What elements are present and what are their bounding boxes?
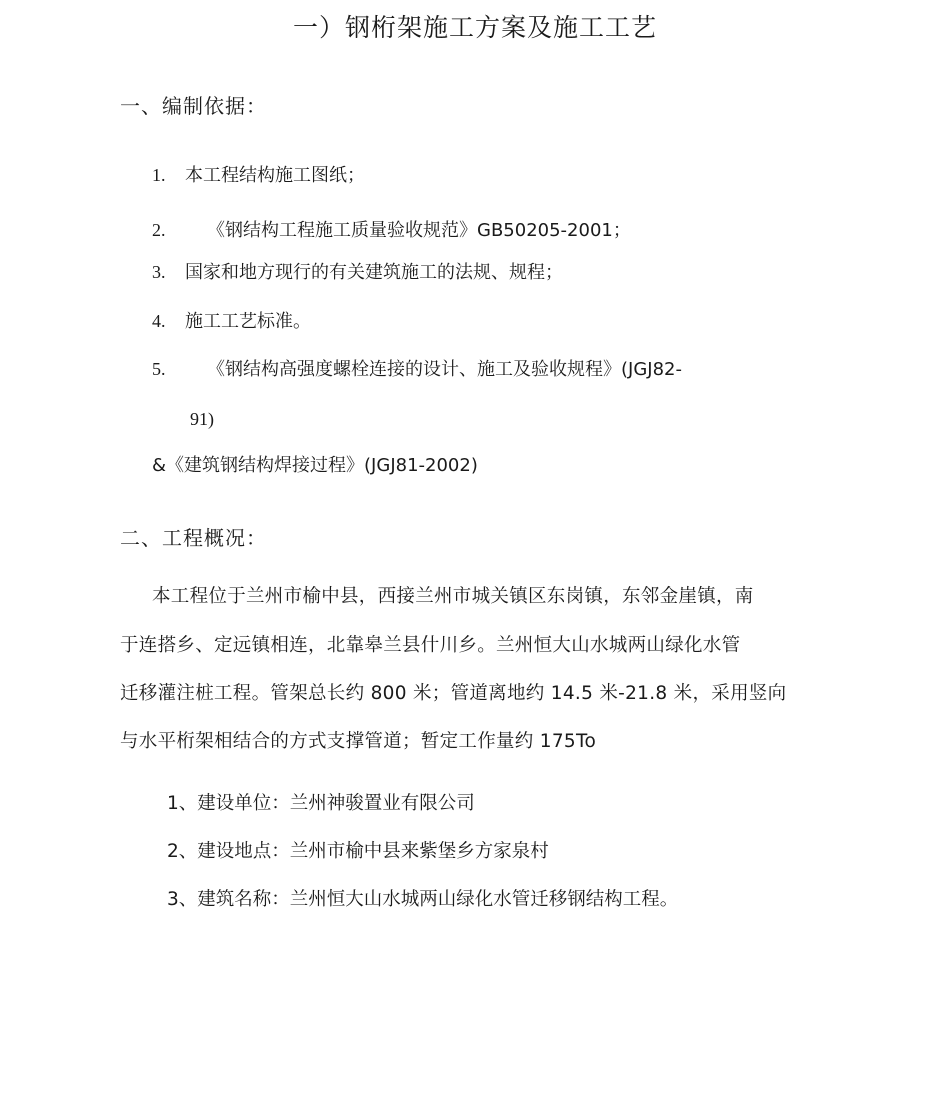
document-title: 一）钢桁架施工方案及施工工艺 [292,13,657,42]
project-detail-line: 3、建筑名称：兰州恒大山水城两山绿化水管迁移钢结构工程。 [167,889,679,910]
list-number: 1. [152,165,166,185]
list-text: 国家和地方现行的有关建筑施工的法规、规程； [185,262,563,283]
list-text: 《钢结构高强度螺栓连接的设计、施工及验收规程》(JGJ82- [207,359,682,380]
project-detail-line: 2、建设地点：兰州市榆中县来紫堡乡方家泉村 [167,841,549,862]
list-number: 5. [152,359,166,379]
list-number: 3. [152,262,166,282]
section-heading-basis: 一、编制依据： [120,94,267,118]
list-item [152,307,311,333]
list-text: 施工工艺标准。 [185,311,311,332]
list-item [152,355,682,381]
project-detail-line: 1、建设单位：兰州神骏置业有限公司 [167,793,475,814]
section-heading-overview: 二、工程概况： [120,526,267,550]
list-item-continuation: 91) [190,409,214,429]
list-item [152,161,365,187]
standard-reference-line: &《建筑钢结构焊接过程》(JGJ81-2002) [152,455,478,476]
overview-paragraph-line: 与水平桁架相结合的方式支撑管道；暂定工作量约 175To [120,731,597,752]
list-text: 本工程结构施工图纸； [185,165,365,186]
list-number: 2. [152,220,166,240]
overview-paragraph-line: 本工程位于兰州市榆中县，西接兰州市城关镇区东岗镇，东邻金崖镇，南 [152,586,754,607]
overview-paragraph-line: 迁移灌注桩工程。管架总长约 800 米；管道离地约 14.5 米-21.8 米，采用竖向 [120,683,787,704]
list-text: 《钢结构工程施工质量验收规范》GB50205-2001； [207,220,631,241]
list-item [152,216,631,242]
list-item [152,258,563,284]
list-number: 4. [152,311,166,331]
overview-paragraph-line: 于连搭乡、定远镇相连，北靠皋兰县什川乡。兰州恒大山水城两山绿化水管 [120,635,741,656]
